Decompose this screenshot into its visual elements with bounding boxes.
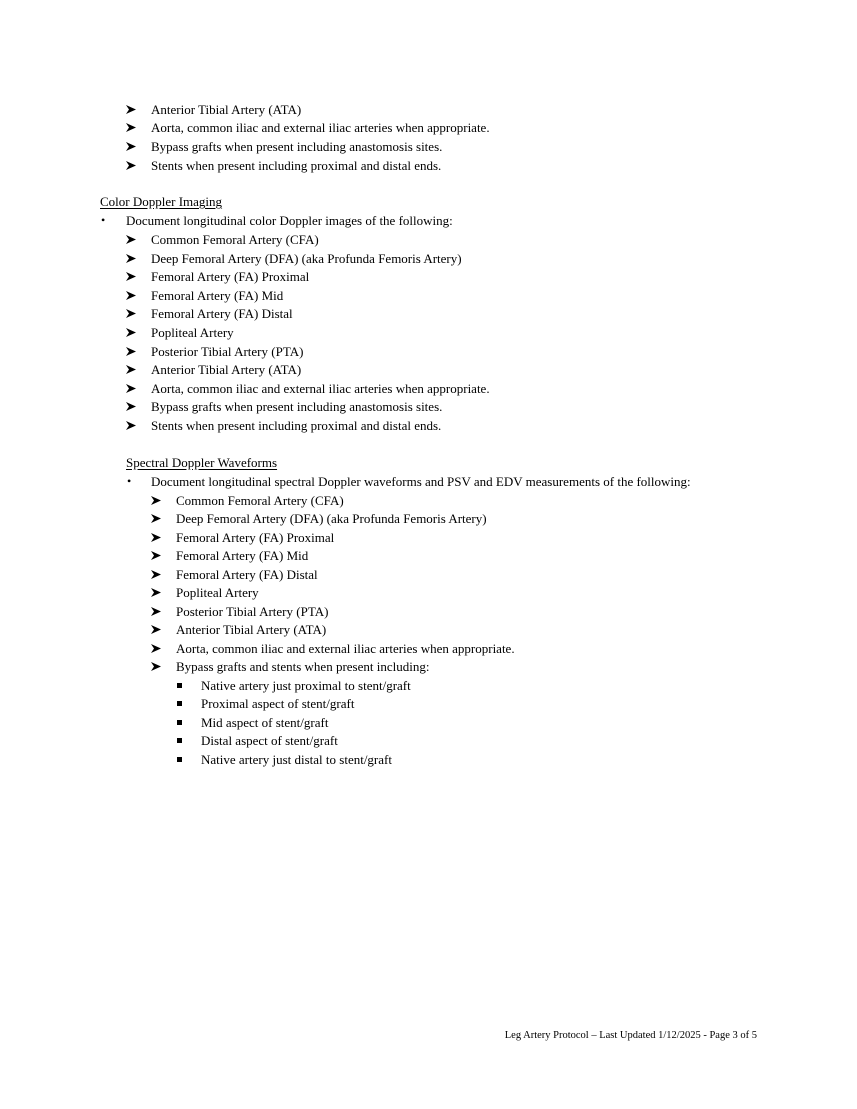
list-item: Deep Femoral Artery (DFA) (aka Profunda Femoris Artery) — [176, 511, 487, 526]
arrow-bullet-icon — [126, 381, 138, 396]
arrow-bullet-icon — [126, 102, 138, 117]
arrow-bullet-icon — [126, 269, 138, 284]
square-bullet-icon — [177, 757, 182, 762]
arrow-bullet-icon — [126, 399, 138, 414]
square-bullet-icon — [177, 683, 182, 688]
arrow-bullet-icon — [151, 659, 163, 674]
arrow-bullet-icon — [126, 362, 138, 377]
list-item: Common Femoral Artery (CFA) — [176, 493, 344, 508]
list-item: Stents when present including proximal and distal ends. — [151, 418, 442, 433]
sub-list-item: Mid aspect of stent/graft — [201, 715, 329, 730]
list-item: Popliteal Artery — [151, 325, 234, 340]
list-item: Femoral Artery (FA) Mid — [151, 288, 284, 303]
sub-list-item: Distal aspect of stent/graft — [201, 733, 338, 748]
arrow-bullet-icon — [151, 548, 163, 563]
list-item: Femoral Artery (FA) Distal — [176, 567, 318, 582]
list-item: Femoral Artery (FA) Distal — [151, 306, 293, 321]
arrow-bullet-icon — [126, 288, 138, 303]
list-item: Bypass grafts and stents when present including: — [176, 659, 430, 674]
list-item: Femoral Artery (FA) Mid — [176, 548, 309, 563]
list-item: Anterior Tibial Artery (ATA) — [151, 362, 302, 377]
list-item: Anterior Tibial Artery (ATA) — [176, 622, 327, 637]
arrow-bullet-icon — [151, 622, 163, 637]
square-bullet-icon — [177, 701, 182, 706]
list-item: Aorta, common iliac and external iliac arteries when appropriate. — [176, 641, 515, 656]
arrow-bullet-icon — [126, 306, 138, 321]
bullet-icon: • — [101, 213, 106, 227]
list-item: Posterior Tibial Artery (PTA) — [176, 604, 329, 619]
arrow-bullet-icon — [126, 158, 138, 173]
bullet-icon: • — [127, 474, 132, 488]
list-item: Bypass grafts when present including anastomosis sites. — [151, 139, 443, 154]
arrow-bullet-icon — [126, 139, 138, 154]
section-intro: Document longitudinal spectral Doppler waveforms and PSV and EDV measurements of the following: — [151, 474, 691, 489]
sub-list-item: Proximal aspect of stent/graft — [201, 696, 355, 711]
arrow-bullet-icon — [151, 530, 163, 545]
arrow-bullet-icon — [126, 325, 138, 340]
arrow-bullet-icon — [151, 604, 163, 619]
arrow-bullet-icon — [126, 251, 138, 266]
square-bullet-icon — [177, 720, 182, 725]
list-item: Femoral Artery (FA) Proximal — [176, 530, 335, 545]
arrow-bullet-icon — [126, 344, 138, 359]
sub-list-item: Native artery just proximal to stent/graft — [201, 678, 411, 693]
arrow-bullet-icon — [151, 585, 163, 600]
page-footer: Leg Artery Protocol – Last Updated 1/12/2025 - Page 3 of 5 — [504, 1030, 757, 1041]
list-item: Posterior Tibial Artery (PTA) — [151, 344, 304, 359]
arrow-bullet-icon — [126, 418, 138, 433]
list-item: Femoral Artery (FA) Proximal — [151, 269, 310, 284]
arrow-bullet-icon — [151, 641, 163, 656]
list-item: Popliteal Artery — [176, 585, 259, 600]
list-item: Aorta, common iliac and external iliac arteries when appropriate. — [151, 381, 490, 396]
list-item: Aorta, common iliac and external iliac arteries when appropriate. — [151, 120, 490, 135]
sub-list-item: Native artery just distal to stent/graft — [201, 752, 392, 767]
list-item: Anterior Tibial Artery (ATA) — [151, 102, 302, 117]
arrow-bullet-icon — [126, 232, 138, 247]
arrow-bullet-icon — [151, 493, 163, 508]
list-item: Deep Femoral Artery (DFA) (aka Profunda Femoris Artery) — [151, 251, 462, 266]
arrow-bullet-icon — [151, 567, 163, 582]
list-item: Stents when present including proximal and distal ends. — [151, 158, 442, 173]
section-intro: Document longitudinal color Doppler images of the following: — [126, 213, 453, 228]
arrow-bullet-icon — [126, 120, 138, 135]
square-bullet-icon — [177, 738, 182, 743]
list-item: Common Femoral Artery (CFA) — [151, 232, 319, 247]
section-heading-spectral-doppler: Spectral Doppler Waveforms — [126, 455, 278, 470]
arrow-bullet-icon — [151, 511, 163, 526]
list-item: Bypass grafts when present including anastomosis sites. — [151, 399, 443, 414]
section-heading-color-doppler: Color Doppler Imaging — [100, 194, 223, 209]
